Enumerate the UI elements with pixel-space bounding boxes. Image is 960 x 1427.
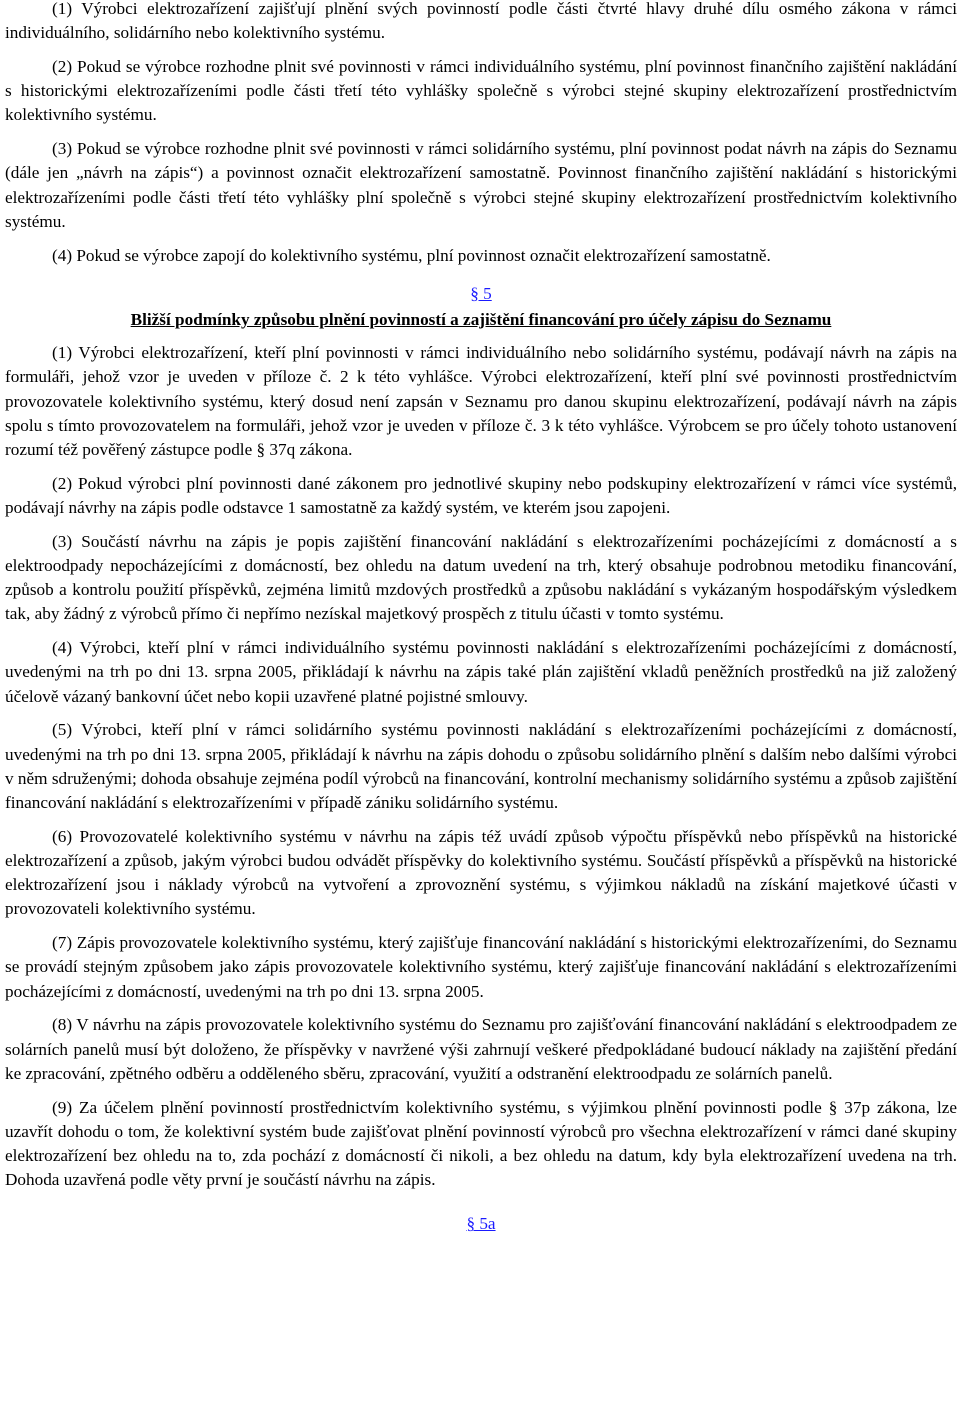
section-5-paragraph-6: (6) Provozovatelé kolektivního systému v návrhu na zápis též uvádí způsob výpočtu příspěvků nebo příspěvků na historické elektrozařízení a způsob, jakým výrobci budou odvádět příspěvky do kolektivního systému. Součástí příspěvků a příspěvků na historické elektrozařízení jsou i náklady výrobců na vytvoření a zprovoznění systému, s výjimkou nákladů na získání majetkové účasti v provozovateli kolektivního systému. xyxy=(5,826,957,919)
section-5-heading xyxy=(5,282,957,332)
section-5-title: Bližší podmínky způsobu plnění povinností a zajištění financování pro účely zápisu do Seznamu xyxy=(130,310,832,330)
document-page xyxy=(5,0,957,1237)
section-5-paragraph-7: (7) Zápis provozovatele kolektivního systému, který zajišťuje financování nakládání s historickými elektrozařízeními, do Seznamu se provádí stejným způsobem jako zápis provozovatele kolektivního systému, který zajišťuje financování nakládání s elektrozařízeními pocházejícími z domácností, uvedenými na trh po dni 13. srpna 2005. xyxy=(5,933,957,1001)
section-5-paragraph-9: (9) Za účelem plnění povinností prostřednictvím kolektivního systému, s výjimkou plnění povinnosti podle § 37p zákona, lze uzavřít dohodu o tom, že kolektivní systém bude zajišťovat plnění povinností výrobců pro všechna elektrozařízení v rámci dané skupiny elektrozařízení bez ohledu na to, zda pochází z domácností či nikoli, a bez ohledu na datum, kdy byla elektrozařízení uvedena na trh. Dohoda uzavřená podle věty první je součástí návrhu na zápis. xyxy=(5,1097,957,1190)
section-5-paragraph-5: (5) Výrobci, kteří plní v rámci solidárního systému povinnosti nakládání s elektrozařízeními pocházejícími z domácností, uvedenými na trh po dni 13. srpna 2005, přikládají k návrhu na zápis dohodu o způsobu solidárního plnění s dalším nebo dalšími výrobci v něm sdruženými; dohoda obsahuje zejména podíl výrobců na financování, kontrolní mechanismy solidárního systému a způsob zajištění financování nakládání s elektrozařízeními v případě zániku solidárního systému. xyxy=(5,720,957,813)
paragraph-4: (4) Pokud se výrobce zapojí do kolektivního systému, plní povinnost označit elektrozařízení samostatně. xyxy=(52,245,771,265)
section-5a-link[interactable]: § 5a xyxy=(466,1214,496,1234)
paragraph-2: (2) Pokud se výrobce rozhodne plnit své povinnosti v rámci individuálního systému, plní povinnost finančního zajištění nakládání s historickými elektrozařízeními podle části třetí této vyhlášky společně s výrobci stejné skupiny elektrozařízení prostřednictvím kolektivního systému. xyxy=(5,57,957,125)
section-5-paragraph-2: (2) Pokud výrobci plní povinnosti dané zákonem pro jednotlivé skupiny nebo podskupiny elektrozařízení v rámci více systémů, podávají návrhy na zápis podle odstavce 1 samostatně za každý systém, ve kterém jsou zapojeni. xyxy=(5,473,957,518)
section-5-body xyxy=(5,341,957,1192)
section-5-paragraph-8: (8) V návrhu na zápis provozovatele kolektivního systému do Seznamu pro zajišťování financování nakládání s elektroodpadem ze solárních panelů musí být doloženo, že příspěvky v navržené výši zahrnují veškeré předpokládané budoucí náklady na zajištění předání ke zpracování, zpětného odběru a odděleného sběru, zpracování, využití a odstranění elektroodpadu ze solárních panelů. xyxy=(5,1015,957,1083)
section-5-paragraph-4: (4) Výrobci, kteří plní v rámci individuálního systému povinnosti nakládání s elektrozařízeními pocházejícími z domácností, uvedenými na trh po dni 13. srpna 2005, přikládají k návrhu na zápis také plán zajištění vkladů peněžních prostředků na již založený účelově vázaný bankovní účet nebo kopii uzavřené platné pojistné smlouvy. xyxy=(5,638,957,706)
section-5-paragraph-3: (3) Součástí návrhu na zápis je popis zajištění financování nakládání s elektrozařízeními pocházejícími z domácností a s elektroodpady nepocházejícími z domácností, bez ohledu na datum uvedení na trh, který obsahuje podrobnou metodiku financování, způsob a kontrolu použití příspěvků, zejména limitů mzdových prostředků a způsobu nakládání s vykázaným hospodářským výsledkem tak, aby žádný z výrobců přímo či nepřímo nezískal majetkový prospěch z titulu účasti v tomto systému. xyxy=(5,531,957,624)
paragraph-1: (1) Výrobci elektrozařízení zajišťují plnění svých povinností podle části čtvrté hlavy druhé dílu osmého zákona v rámci individuálního, solidárního nebo kolektivního systému. xyxy=(5,0,957,43)
section-5a-heading xyxy=(5,1212,957,1236)
section-5-paragraph-1: (1) Výrobci elektrozařízení, kteří plní povinnosti v rámci individuálního nebo solidárního systému, podávají návrh na zápis na formuláři, jehož vzor je uveden v příloze č. 2 k této vyhlášce. Výrobci elektrozařízení, kteří plní své povinnosti prostřednictvím provozovatele kolektivního systému, který dosud není zapsán v Seznamu pro danou skupinu elektrozařízení, podávají návrh na zápis spolu s tímto provozovatelem na formuláři, jehož vzor je uveden v příloze č. 3 k této vyhlášce. Výrobcem se pro účely tohoto ustanovení rozumí též pověřený zástupce podle § 37q zákona. xyxy=(5,343,957,460)
section-5-link[interactable]: § 5 xyxy=(470,283,492,303)
paragraph-3: (3) Pokud se výrobce rozhodne plnit své povinnosti v rámci solidárního systému, plní povinnost podat návrh na zápis do Seznamu (dále jen „návrh na zápis“) a povinnost označit elektrozařízení samostatně. Povinnost finančního zajištění nakládání s historickými elektrozařízeními podle části třetí této vyhlášky plní společně s výrobci stejné skupiny elektrozařízení prostřednictvím kolektivního systému. xyxy=(5,139,957,231)
